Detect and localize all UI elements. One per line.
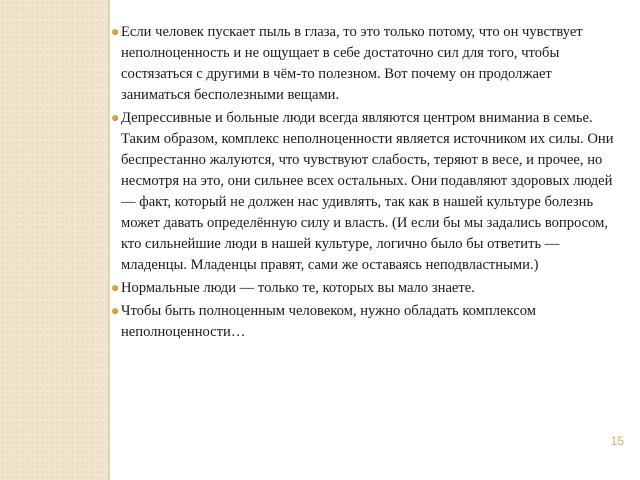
slide-content [112, 22, 618, 345]
bullet-item-1 [112, 22, 618, 106]
bullet-list [112, 22, 618, 343]
bullet-text-1: Если человек пускает пыль в глаза, то это только потому, что он чувствует неполноценность и не ощущает в себе достаточно сил для того, чтобы состязаться с другими в чём-то полезном. Вот почему он продолжает заниматься бесполезными вещами. [121, 24, 583, 103]
page-number: 15 [610, 434, 624, 448]
bullet-item-4 [112, 301, 618, 343]
bullet-text-2-line-2: Таким образом, комплекс неполноценности является источником их силы. Они беспрестанно жалуются, что чувствуют слабость, теряют в весе, и прочее, но несмотря на это, они сильнее всех остальных. Они подавляют здоровых людей — факт, который не должен нас удивлять, так как в нашей культуре болезнь может давать определённую силу и власть. (И если бы мы задались вопросом, кто сильнейшие люди в нашей культуре, логично было бы ответить — младенцы. Младенцы правят, сами же оставаясь неподвластными.) [121, 131, 614, 273]
bullet-item-3 [112, 278, 618, 299]
bullet-icon [112, 285, 118, 291]
bullet-text-4: Чтобы быть полноценным человеком, нужно обладать комплексом неполноценности… [121, 303, 536, 340]
decorative-side-strip [0, 0, 108, 480]
decorative-divider [108, 0, 110, 480]
bullet-text-2-line-1: Депрессивные и больные люди всегда являются центром вниманиа в семье. [121, 110, 593, 126]
bullet-icon [112, 29, 118, 35]
bullet-icon [112, 308, 118, 314]
bullet-item-2 [112, 108, 618, 276]
bullet-text-3: Нормальные люди — только те, которых вы мало знаете. [121, 280, 475, 296]
bullet-icon [112, 115, 118, 121]
